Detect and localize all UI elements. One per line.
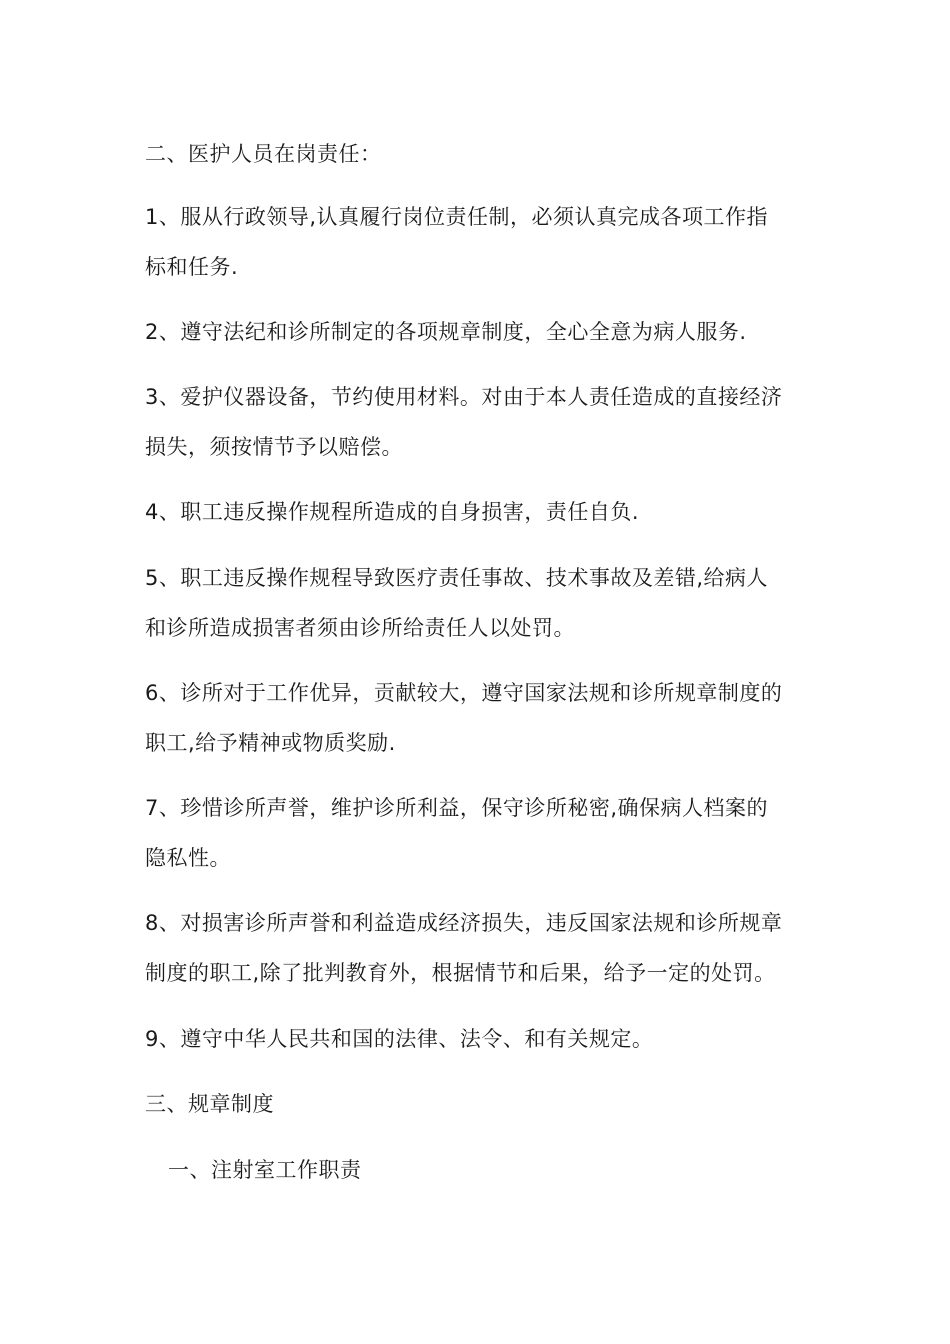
item-1-line-1: 1、服从行政领导,认真履行岗位责任制，必须认真完成各项工作指 <box>145 205 769 229</box>
item-4-line-1: 4、职工违反操作规程所造成的自身损害，责任自负. <box>145 500 640 524</box>
item-1-line-2: 标和任务. <box>145 255 239 279</box>
item-6-line-1: 6、诊所对于工作优异，贡献较大，遵守国家法规和诊所规章制度的 <box>145 681 783 705</box>
item-8-line-1: 8、对损害诊所声誉和利益造成经济损失，违反国家法规和诊所规章 <box>145 911 783 935</box>
section-heading-rules: 三、规章制度 <box>145 1092 274 1116</box>
item-8-line-2: 制度的职工,除了批判教育外，根据情节和后果，给予一定的处罚。 <box>145 961 776 985</box>
item-9-line-1: 9、遵守中华人民共和国的法律、法令、和有关规定。 <box>145 1027 654 1051</box>
item-3-line-1: 3、爱护仪器设备，节约使用材料。对由于本人责任造成的直接经济 <box>145 385 783 409</box>
item-7-line-2: 隐私性。 <box>145 846 231 870</box>
section-heading: 二、医护人员在岗责任： <box>145 142 382 166</box>
subsection-heading: 一、注射室工作职责 <box>168 1158 362 1182</box>
item-5-line-1: 5、职工违反操作规程导致医疗责任事故、技术事故及差错,给病人 <box>145 566 769 590</box>
item-2-line-1: 2、遵守法纪和诊所制定的各项规章制度，全心全意为病人服务. <box>145 320 747 344</box>
item-5-line-2: 和诊所造成损害者须由诊所给责任人以处罚。 <box>145 616 575 640</box>
item-6-line-2: 职工,给予精神或物质奖励. <box>145 731 396 755</box>
item-7-line-1: 7、珍惜诊所声誉，维护诊所利益，保守诊所秘密,确保病人档案的 <box>145 796 769 820</box>
item-3-line-2: 损失，须按情节予以赔偿。 <box>145 435 403 459</box>
